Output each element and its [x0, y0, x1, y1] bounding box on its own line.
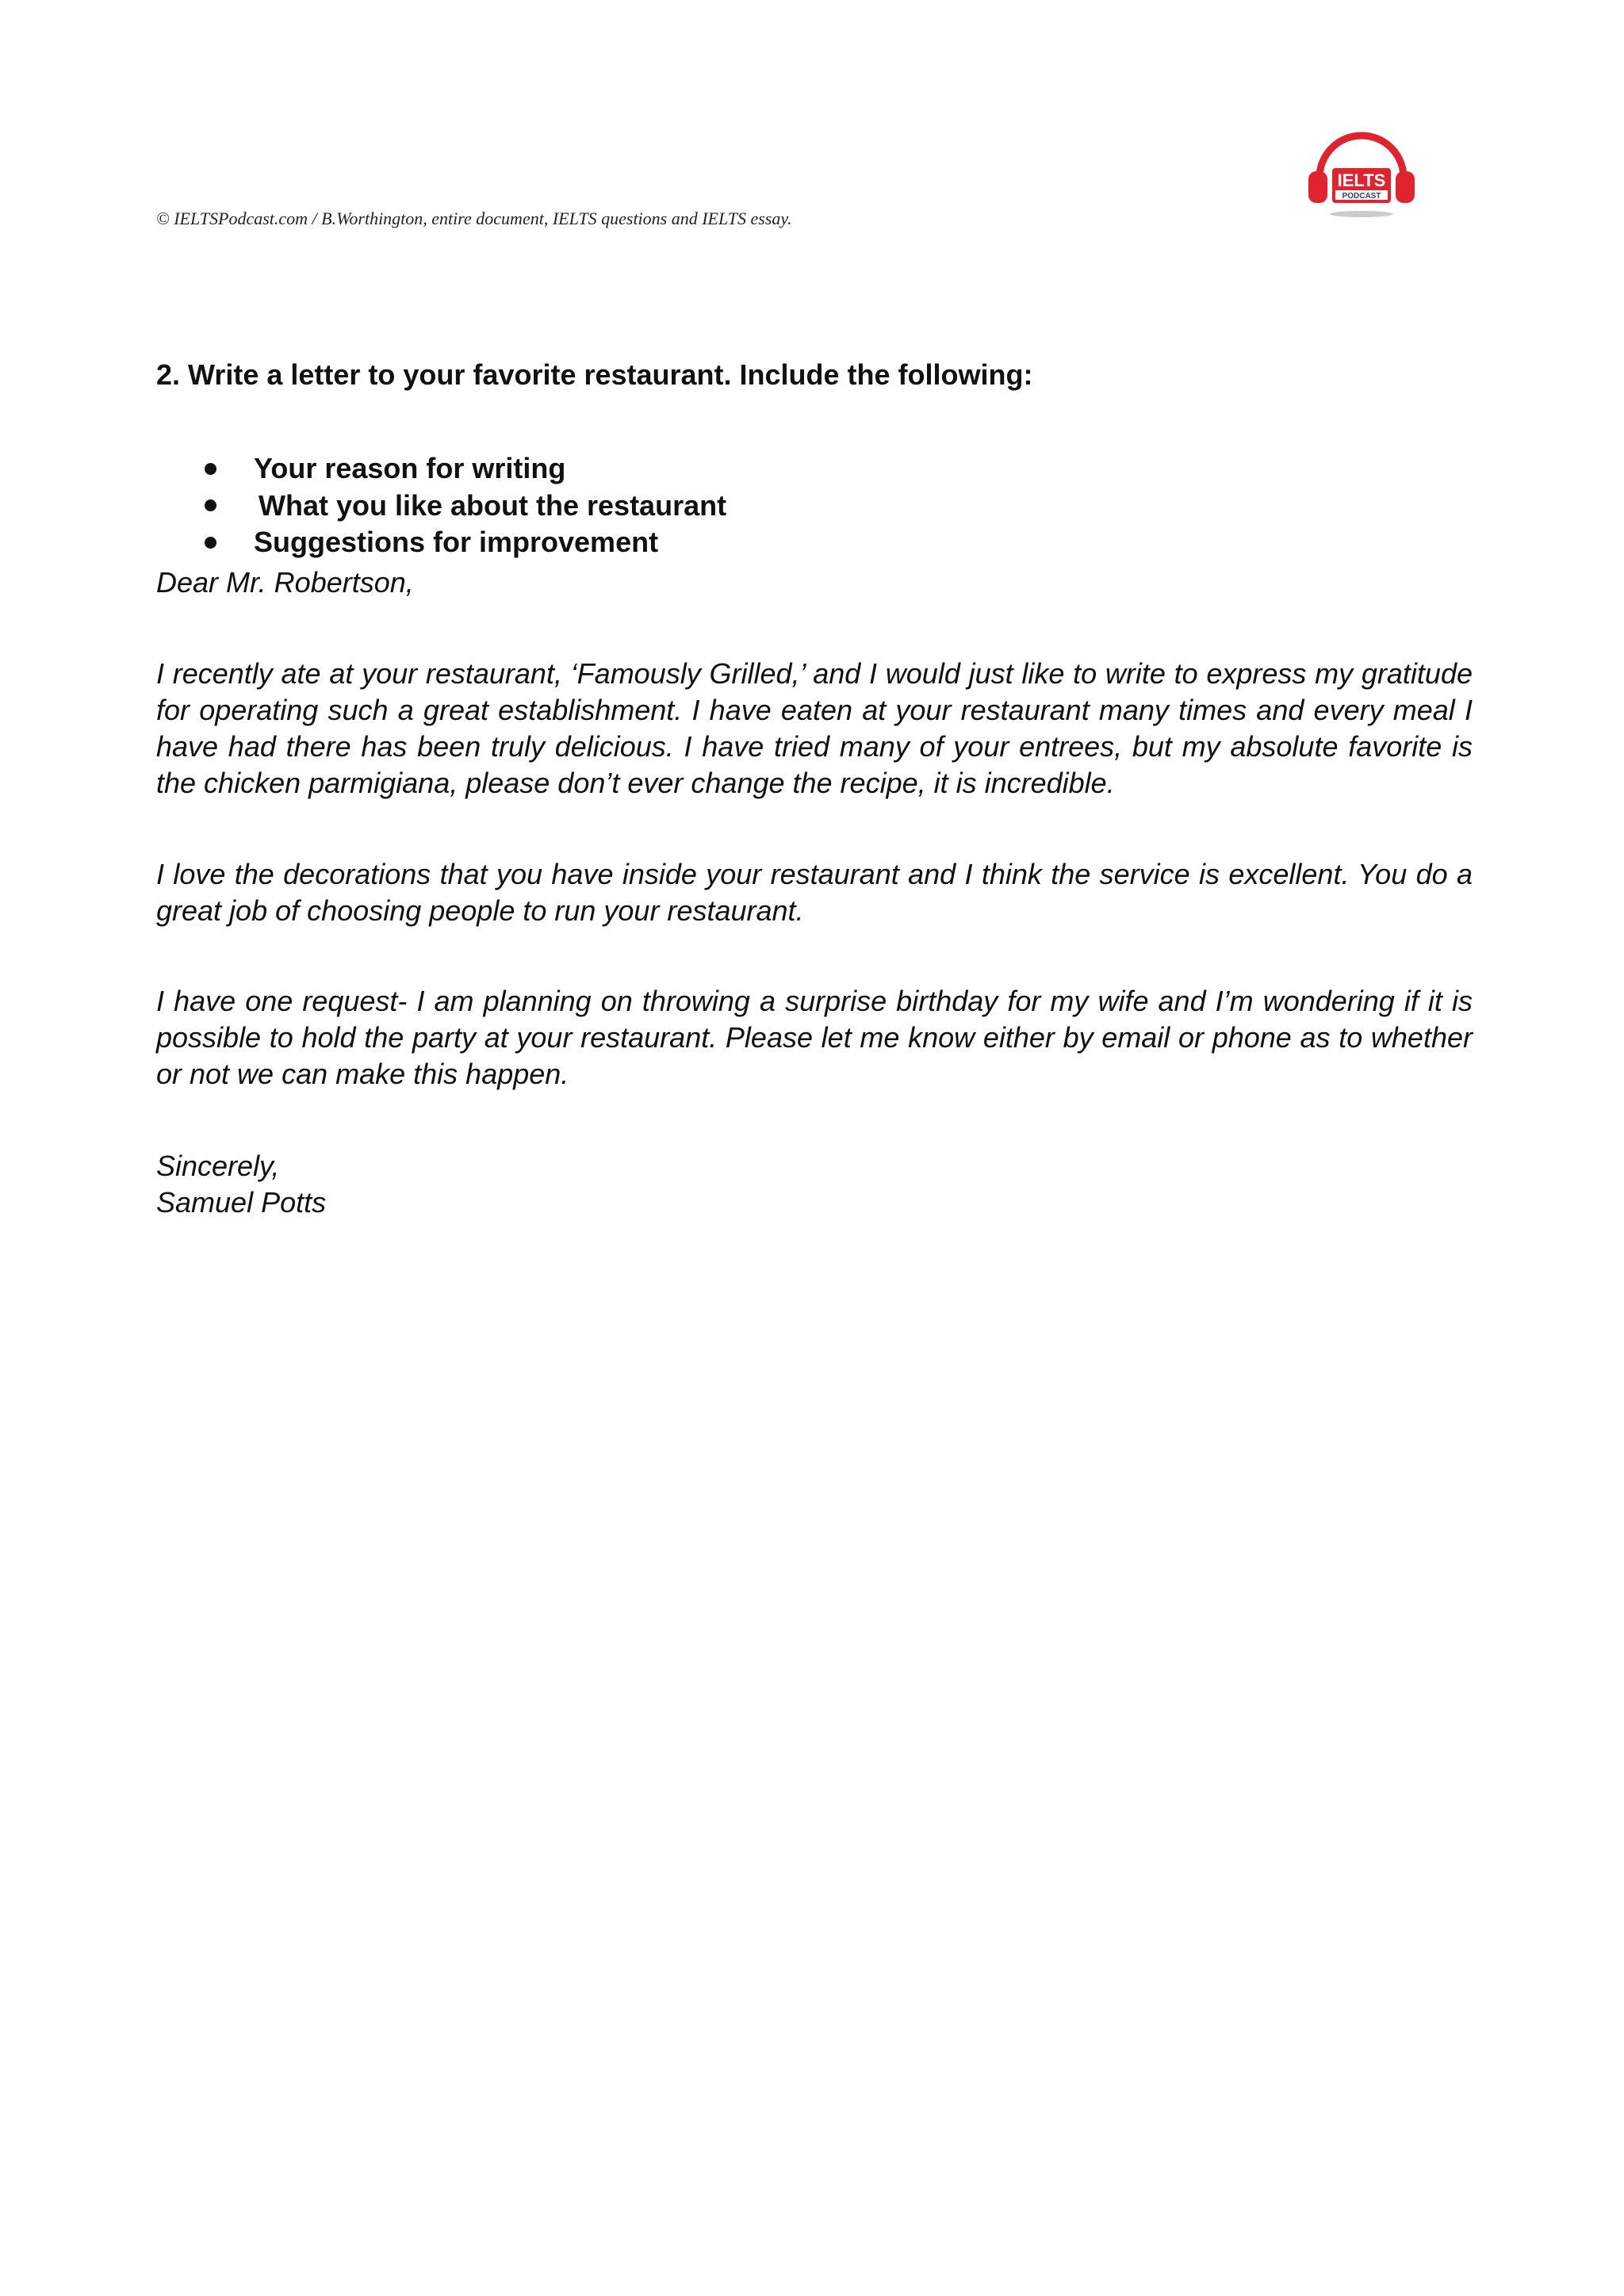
bullet-text: Suggestions for improvement [254, 526, 659, 559]
letter-closing: Sincerely, [156, 1150, 280, 1182]
list-item [205, 450, 726, 488]
copyright-notice: © IELTSPodcast.com / B.Worthington, entire document, IELTS questions and IELTS essay. [156, 209, 792, 228]
letter-paragraph-2: I love the decorations that you have inside your restaurant and I think the service is excellent. You do a great job of choosing people to run your restaurant. [156, 858, 1473, 927]
letter-paragraph-1: I recently ate at your restaurant, ‘Famously Grilled,’ and I would just like to write to express my gratitude for operating such a great establishment. I have eaten at your restaurant many times and every meal I have had there has been truly delicious. I have tried many of your entrees, but my absolute favorite is the chicken parmigiana, please don’t ever change the recipe, it is incredible. [156, 657, 1473, 799]
bullet-icon [205, 499, 216, 511]
list-item [205, 524, 726, 561]
svg-text:PODCAST: PODCAST [1342, 192, 1381, 201]
bullet-text: Your reason for writing [254, 452, 566, 485]
task-bullet-list [205, 450, 726, 561]
task-question: 2. Write a letter to your favorite restaurant. Include the following: [156, 358, 1033, 391]
bullet-icon [205, 463, 216, 475]
bullet-icon [205, 537, 216, 549]
list-item [205, 488, 726, 525]
letter-salutation: Dear Mr. Robertson, [156, 566, 414, 599]
letter-paragraph-3: I have one request- I am planning on throwing a surprise birthday for my wife and I’m wondering if it is possible to hold the party at your restaurant. Please let me know either by email or phone as to whether or not we can make this happen. [156, 985, 1473, 1090]
bullet-text: What you like about the restaurant [259, 488, 727, 522]
ielts-podcast-logo [1302, 116, 1421, 220]
svg-text:IELTS: IELTS [1337, 170, 1386, 190]
letter-signature: Samuel Potts [156, 1186, 327, 1219]
